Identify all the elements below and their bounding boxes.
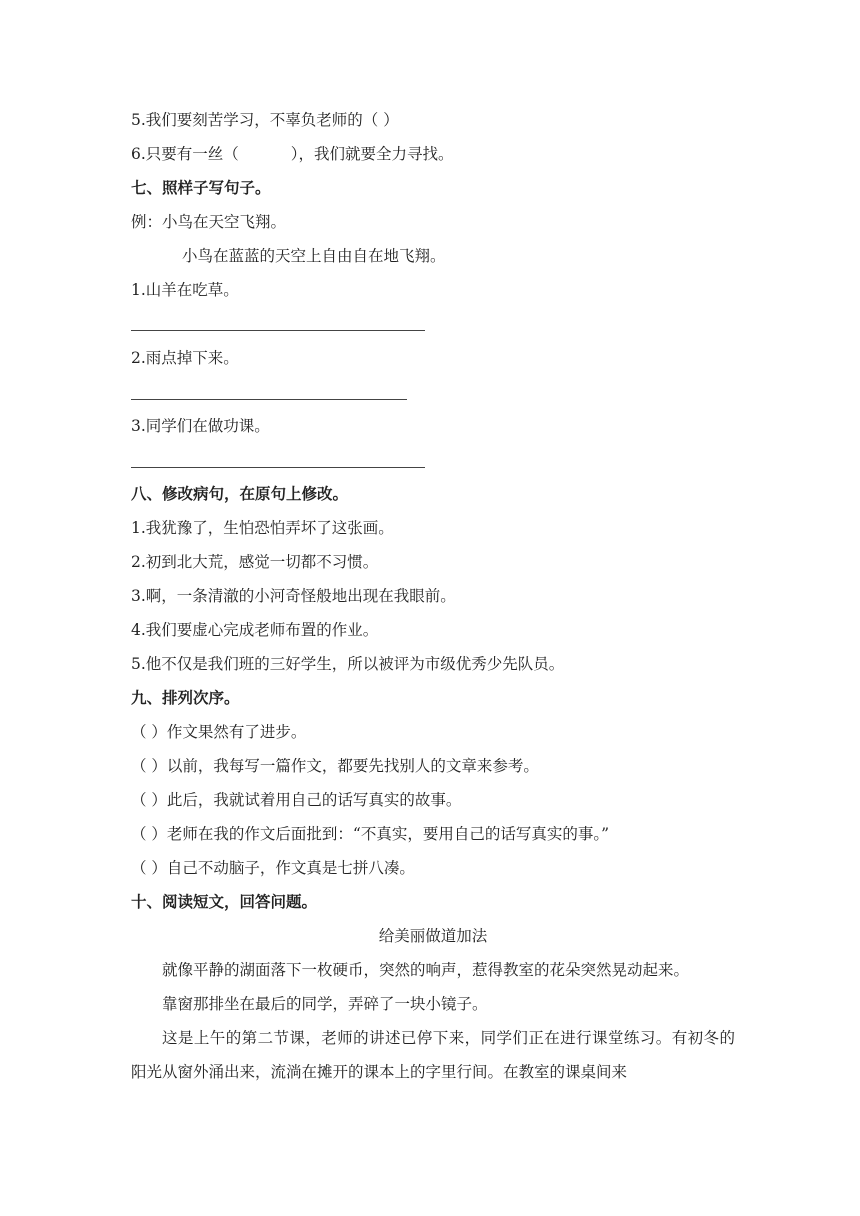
question-6-6 [131,144,454,164]
section-9-item-1: （ ）作文果然有了进步。 [131,723,307,741]
section-8-item-5: 5.他不仅是我们班的三好学生，所以被评为市级优秀少先队员。 [131,655,565,673]
section-8-item-1: 1.我犹豫了，生怕恐怕弄坏了这张画。 [131,519,394,537]
passage-paragraph-3: 这是上午的第二节课，老师的讲述已停下来，同学们正在进行课堂练习。有初冬的阳光从窗外涌出来，流淌在摊开的课本上的字里行间。在教室的课桌间来 [131,1029,735,1081]
question-6-5: 5.我们要刻苦学习，不辜负老师的（ ） [131,111,399,129]
section-7-item-1: 1.山羊在吃草。 [131,281,239,299]
section-8-item-4: 4.我们要虚心完成老师布置的作业。 [131,621,379,639]
passage-paragraph-2: 靠窗那排坐在最后的同学，弄碎了一块小镜子。 [162,995,488,1013]
passage-title: 给美丽做道加法 [378,927,488,945]
section-9-item-5: （ ）自己不动脑子，作文真是七拼八凑。 [131,859,415,877]
section-8-item-2: 2.初到北大荒，感觉一切都不习惯。 [131,553,379,571]
section-7-heading: 七、照样子写句子。 [131,179,271,197]
passage-paragraph-1: 就像平静的湖面落下一枚硬币，突然的响声，惹得教室的花朵突然晃动起来。 [162,961,690,979]
answer-line-1[interactable] [131,330,425,331]
section-10-heading: 十、阅读短文，回答问题。 [131,893,318,911]
section-7-item-2: 2.雨点掉下来。 [131,349,239,367]
question-6-6-pre: 6.只要有一丝（ [131,145,239,163]
section-9-item-3: （ ）此后，我就试着用自己的话写真实的故事。 [131,791,462,809]
section-7-example-answer: 小鸟在蓝蓝的天空上自由自在地飞翔。 [182,247,446,265]
section-7-item-3: 3.同学们在做功课。 [131,417,270,435]
section-8-item-3: 3.啊，一条清澈的小河奇怪般地出现在我眼前。 [131,587,456,605]
section-7-example: 例：小鸟在天空飞翔。 [131,213,287,231]
section-9-item-2: （ ）以前，我每写一篇作文，都要先找别人的文章来参考。 [131,757,539,775]
answer-line-2[interactable] [131,399,407,400]
section-9-heading: 九、排列次序。 [131,689,240,707]
answer-line-3[interactable] [131,467,425,468]
section-9-item-4: （ ）老师在我的作文后面批到：“不真实，要用自己的话写真实的事。” [131,825,610,843]
section-8-heading: 八、修改病句，在原句上修改。 [131,485,349,503]
question-6-6-post: ），我们就要全力寻找。 [290,145,454,163]
